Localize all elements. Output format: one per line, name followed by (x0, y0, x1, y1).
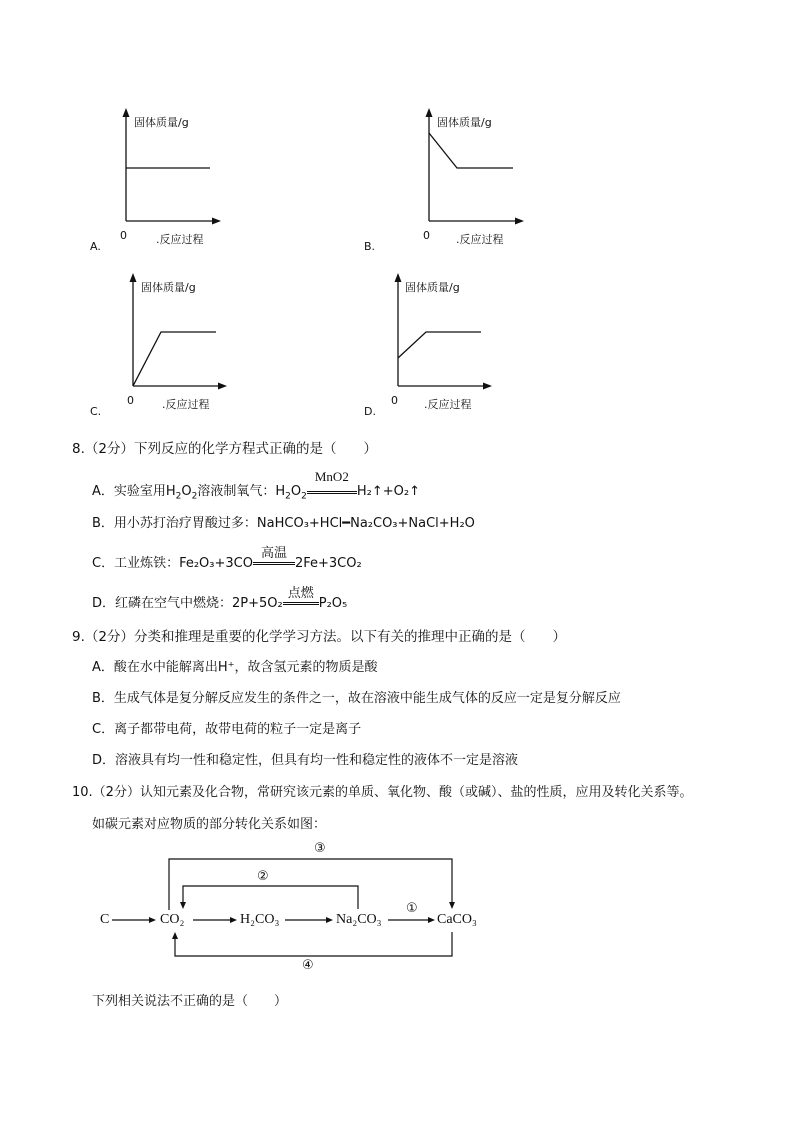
q9-option-b[interactable]: B．生成气体是复分解反应发生的条件之一，故在溶液中能生成气体的反应一定是复分解反应 (92, 691, 621, 706)
carbon-conversion-diagram (90, 838, 510, 978)
graph-d-origin: 0 (391, 394, 398, 407)
q8-option-a[interactable]: A．实验室用$H_2O_2$溶液制氧气：$H_2O_2$ MnO2 H₂↑+O₂↑ (92, 469, 420, 502)
q9-option-a[interactable]: A．酸在水中能解离出H⁺，故含氢元素的物质是酸 (92, 660, 378, 675)
species-c: C (100, 912, 110, 927)
q10-intro: 如碳元素对应物质的部分转化关系如图： (92, 817, 327, 832)
species-na2co3: Na₂CO₃ (336, 912, 382, 927)
label-3: ③ (314, 841, 326, 856)
graph-a-letter: A. (90, 240, 101, 253)
q8-option-c[interactable]: C．工业炼铁：Fe₂O₃+3CO 高温 2Fe+3CO₂ (92, 546, 362, 571)
species-co2: CO₂ (160, 912, 185, 927)
q9-option-c[interactable]: C．离子都带电荷，故带电荷的粒子一定是离子 (92, 722, 362, 737)
graph-d-letter: D. (364, 405, 376, 418)
graph-c-letter: C. (90, 405, 102, 418)
graph-b-x-label: .反应过程 (456, 233, 504, 246)
graph-a-origin: 0 (120, 229, 127, 242)
graph-d-y-label: 固体质量/g (405, 281, 460, 294)
q8-stem: 8.（2分）下列反应的化学方程式正确的是（ ） (72, 441, 377, 457)
q8-d-condition: 点燃 (283, 596, 319, 611)
q9-stem: 9.（2分）分类和推理是重要的化学学习方法。以下有关的推理中正确的是（ ） (72, 629, 566, 645)
species-caco3: CaCO₃ (437, 912, 477, 927)
graph-c-x-label: .反应过程 (162, 398, 210, 411)
graph-a-y-label: 固体质量/g (134, 116, 189, 129)
graph-c-origin: 0 (127, 394, 134, 407)
label-2: ② (257, 869, 269, 884)
graph-a-x-label: .反应过程 (156, 233, 204, 246)
q10-stem: 10.（2分）认知元素及化合物，常研究该元素的单质、氧化物、酸（或碱）、盐的性质，应用及转化关系等。 (72, 785, 693, 800)
label-4: ④ (302, 958, 314, 973)
graph-b-origin: 0 (423, 229, 430, 242)
q10-ask: 下列相关说法不正确的是（ ） (92, 994, 288, 1009)
q8-a-condition: MnO2 (307, 483, 357, 499)
q8-option-d[interactable]: D．红磷在空气中燃烧：2P+5O₂ 点燃 P₂O₅ (92, 586, 348, 611)
species-h2co3: H₂CO₃ (240, 912, 280, 927)
graph-b-letter: B. (364, 240, 376, 253)
graph-c-y-label: 固体质量/g (141, 281, 196, 294)
q8-c-condition: 高温 (253, 556, 295, 571)
q8-option-b[interactable]: B．用小苏打治疗胃酸过多：NaHCO₃+HCl━Na₂CO₃+NaCl+H₂O (92, 516, 475, 531)
label-1: ① (406, 901, 418, 916)
q9-option-d[interactable]: D．溶液具有均一性和稳定性，但具有均一性和稳定性的液体不一定是溶液 (92, 753, 519, 768)
graph-d-x-label: .反应过程 (424, 398, 472, 411)
graph-b-y-label: 固体质量/g (437, 116, 492, 129)
